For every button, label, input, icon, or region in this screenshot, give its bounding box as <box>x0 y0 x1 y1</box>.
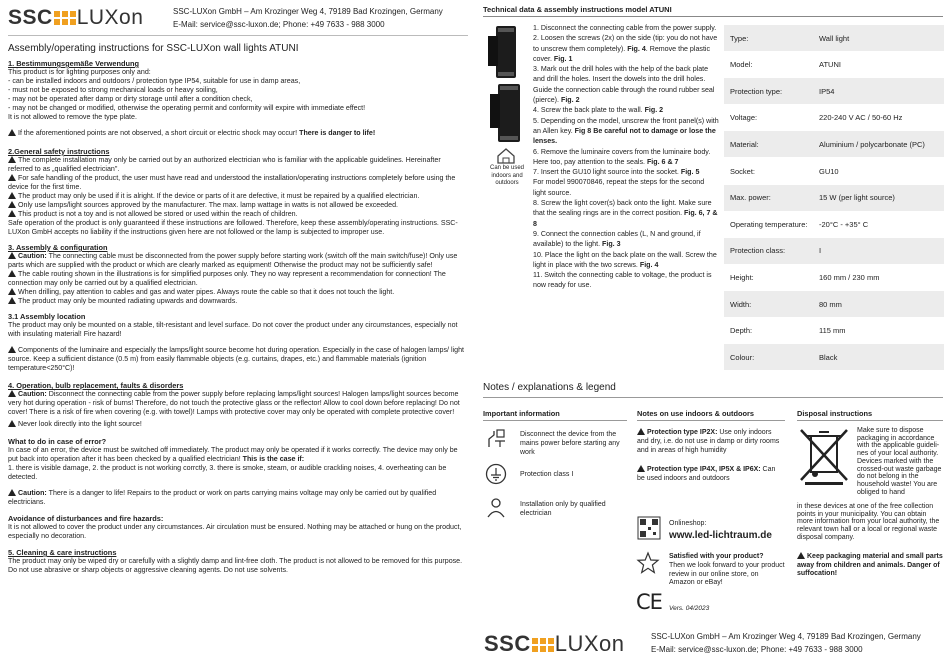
disposal-warning: Keep packaging material and small parts away from children and animals. Danger of suffocation! <box>797 553 943 578</box>
section-1-line: This product is for lighting purposes only and: <box>8 68 151 76</box>
assembly-step: 5. Depending on the model, unscrew the front panel(s) with an Allen key. Fig 8 Be careful not to damage or lose the lenses. <box>533 116 719 146</box>
section-3-line: When drilling, pay attention to cables and gas and water pipes. Always route the cable so that it does not touch the light. <box>8 288 466 297</box>
footer-address: SSC-LUXon GmbH – Am Krozinger Weg 4, 79189 Bad Krozingen, Germany <box>651 632 921 641</box>
tech-row <box>724 52 944 78</box>
assembly-step: 2. Loosen the screws (2x) on the side (tip: you do not have to unscrew them completely). Fig. 4. Remove the plastic cover. Fig. 1 <box>533 34 718 63</box>
section-3-line: The product may only be mounted radiating upwards and downwards. <box>8 297 466 306</box>
wall-light-single-image <box>486 24 526 80</box>
tech-value: 80 mm <box>819 299 842 309</box>
tech-value: 160 mm / 230 mm <box>819 272 880 282</box>
tech-key: Type: <box>730 33 749 43</box>
indoor-outdoor-caption: Can be used indoors and outdoors <box>489 165 525 186</box>
safety-instructions-body <box>8 59 466 575</box>
section-1-line: - may not be operated after damp or dirty storage until after a condition check, <box>8 95 253 103</box>
logo-grid-icon <box>54 11 76 25</box>
assembly-step: 7. Insert the GU10 light source into the socket. Fig. 5 <box>533 168 700 177</box>
section-3-line: The cable routing shown in the illustrations is for simplified purposes only. They no way represent a recommendation for connection! The connection may only be carried out by a qualified electrician. <box>8 270 446 287</box>
col-disposal-title: Disposal instructions <box>797 409 873 418</box>
section-4-caution: Caution: Disconnect the connecting cable from the power supply before replacing lamps/light sources! Halogen lamps/light sources become very hot during operation - risk of burns! Therefore, do not touch the protective glass or the reflector! Allow to cool down before replacing! Do not cover! There is a risk of fire when covering (e.g. with towel)! Lamps with protective cover may only be operated with complete protective cover! <box>8 390 460 416</box>
tech-key: Voltage: <box>730 113 758 123</box>
wall-light-double-image <box>486 82 526 144</box>
star-icon <box>636 551 660 575</box>
assembly-step: 11. Switch the connecting cable to voltage, the product is now ready for use. <box>533 271 712 290</box>
assembly-step: 1. Disconnect the connecting cable from the power supply. <box>533 24 717 32</box>
warning-icon <box>8 346 16 353</box>
tech-value: -20°C - +35° C <box>819 219 869 229</box>
section-3-title: 3. Assembly & configuration <box>8 243 108 252</box>
error-text: In case of an error, the device must be switched off immediately. The product may only be operated if it works correctly. The device may only be put back into operation after it has been checked by a qualified electrician! This is the case if: 1. there is visible damage, 2. the product is not working corrctly, 3. there is smoke, steam, or audible crackling noises, 4. overheating can be detected. <box>8 446 458 481</box>
tech-data-title: Technical data & assembly instructions model ATUNI <box>483 5 672 14</box>
caution-repairs: Caution: There is a danger to life! Repairs to the product or work on parts carrying mains voltage may only be carried out by qualified electricians. <box>8 489 437 506</box>
avoidance-text: It is not allowed to cover the product under any circumstances. Air circulation must be ensured. Nothing may be attached or hung on the product, especially no decoration. <box>8 523 462 540</box>
tech-key: Max. power: <box>730 193 771 203</box>
tech-row <box>724 211 944 237</box>
ip2x-note: Protection type IP2X: Use only indoors and dry, i.e. do not use in damp or dirty rooms and in areas of high humidity <box>637 429 780 454</box>
warning-icon <box>8 174 16 181</box>
section-2-line: Only use lamps/light sources approved by the manufacturer. The max. lamp wattage in watts is not allowed be exceeded. <box>8 201 466 210</box>
tech-row <box>724 185 944 211</box>
assembly-step: 10. Place the light on the back plate on the wall. Screw the light in place with the two screws. Fig. 4 <box>533 250 717 269</box>
disconnect-power-icon <box>485 427 507 449</box>
section-2-line: This product is not a toy and is not allowed be stored or used within the reach of children. <box>8 210 466 219</box>
assembly-step: 8. Screw the light cover(s) back onto the light. Make sure that the sealing rings are in the correct position. Fig. 6, 7 & 8 <box>533 199 718 228</box>
tech-row <box>724 264 944 290</box>
tech-key: Protection type: <box>730 86 783 96</box>
warning-icon <box>8 288 16 295</box>
footer-logo: SSC LUXon <box>484 631 625 656</box>
section-1-warning: If the aforementioned points are not observed, a short circuit or electric shock may occur! There is danger to life! <box>8 129 466 138</box>
company-contact: E-Mail: service@ssc-luxon.de; Phone: +49 7633 - 988 3000 <box>173 20 385 29</box>
tech-row <box>724 131 944 157</box>
version-label: Vers. 04/2023 <box>669 605 710 612</box>
section-2-line: Safe operation of the product is only guaranteed if these instructions are followed. Therefore, keep these assembly/operating instructions. SSC-LUXon GmbH accepts no liability if the instructions given here are not followed or the lamp is subjected to improper use. <box>8 219 458 236</box>
tech-key: Protection class: <box>730 246 786 256</box>
tech-row <box>724 25 944 51</box>
warning-icon <box>8 156 16 163</box>
avoidance-title: Avoidance of disturbances and fire hazards: <box>8 514 164 523</box>
assembly-step: For model 990070846, repeat the steps for the second light source. <box>533 178 705 197</box>
electrician-icon <box>485 496 507 518</box>
tech-value: 220-240 V AC / 50-60 Hz <box>819 113 903 123</box>
section-3-1-title: 3.1 Assembly location <box>8 312 86 321</box>
company-address: SSC-LUXon GmbH – Am Krozinger Weg 4, 79189 Bad Krozingen, Germany <box>173 7 443 16</box>
warning-icon <box>8 210 16 217</box>
tech-row <box>724 78 944 104</box>
tech-key: Model: <box>730 60 753 70</box>
section-2-title: 2.General safety instructions <box>8 147 110 156</box>
important-item-3: Installation only by qualified electrician <box>520 501 606 517</box>
disposal-text-2: in these devices at one of the free collection points in your municipality. You can obtain more information from your local authority, the relevant town hall or a local or regional waste disposal company. <box>797 503 940 541</box>
document-title: Assembly/operating instructions for SSC-LUXon wall lights ATUNI <box>8 43 299 54</box>
assembly-step: 3. Mark out the drill holes with the help of the back plate and drill the holes. Insert the dowels into the drill holes. Guide the connection cable through the round rubber seal (pierce). Fig. 2 <box>533 65 715 105</box>
warning-icon <box>8 201 16 208</box>
tech-key: Depth: <box>730 326 753 336</box>
tech-key: Socket: <box>730 166 756 176</box>
notes-title: Notes / explanations & legend <box>483 382 616 393</box>
section-2-line: The product may only be used if it is alright. If the device or parts of it are defective, it must be repaired by a qualified electrician. <box>8 192 466 201</box>
tech-key: Operating temperature: <box>730 219 808 229</box>
warning-icon <box>8 390 16 397</box>
section-3-caution: Caution: The connecting cable must be disconnected from the power supply before starting work (switch off the main switch/fuse)! Only use parts which are supplied with the product or which are clearly marked as equipment! Otherwise the product may not be sufficiently safe! <box>8 252 458 269</box>
tech-row <box>724 105 944 131</box>
onlineshop-label: Onlineshop: <box>669 520 707 527</box>
assembly-step: 9. Connect the connection cables (L, N and ground, if available) to the light. Fig. 3 <box>533 229 701 249</box>
warning-icon <box>8 252 16 259</box>
tech-row <box>724 158 944 184</box>
company-logo: SSC LUXon <box>8 6 144 29</box>
error-title: What to do in case of error? <box>8 437 107 446</box>
section-5-title: 5. Cleaning & care instructions <box>8 548 117 557</box>
tech-value: 115 mm <box>819 326 846 336</box>
warning-icon <box>637 465 645 472</box>
warning-icon <box>637 428 645 435</box>
ip4x-note: Protection type IP4X, IP5X & IP6X: Can be used indoors and outdoors <box>637 466 776 482</box>
tech-row <box>724 318 944 344</box>
tech-row <box>724 344 944 370</box>
section-4-warning: Never look directly into the light source! <box>8 420 466 429</box>
disposal-text-1: Make sure to dispose packaging in accordance with the applicable guideli-nes of your local authority. Devices marked with the crossed-out waste garbage do not belong in the household waste! You are obliged to hand <box>857 427 942 496</box>
tech-key: Material: <box>730 139 759 149</box>
warning-icon <box>8 420 16 427</box>
warning-icon <box>797 552 805 559</box>
section-1-line: - can be installed indoors and outdoors / protection type IP54, suitable for use in damp areas, <box>8 77 301 85</box>
warning-icon <box>8 270 16 277</box>
section-1-line: - must not be exposed to strong mechanical loads or heavy soiling, <box>8 86 218 94</box>
assembly-step: 6. Remove the luminaire covers from the luminaire body. Here too, pay attention to the seals. Fig. 6 & 7 <box>533 147 711 166</box>
tech-value: Black <box>819 352 838 362</box>
assembly-steps <box>533 23 719 291</box>
section-1-line: It is not allowed to remove the type plate. <box>8 113 137 121</box>
logo-grid-icon <box>532 638 554 652</box>
tech-row <box>724 238 944 264</box>
warning-icon <box>8 192 16 199</box>
crossed-bin-icon <box>797 426 851 486</box>
section-5-text: The product may only be wiped dry or carefully with a slightly damp and lint-free cloth. The product is not allowed to be removed for this purpose. Do not use abrasive or sharp objects or aggressive cleaning agents. Do not use solvents. <box>8 557 463 574</box>
tech-value: Aluminium / polycarbonate (PC) <box>819 139 925 149</box>
section-4-title: 4. Operation, bulb replacement, faults & disorders <box>8 381 184 390</box>
warning-icon <box>8 129 16 136</box>
section-1-line: - may not be changed or modified, otherwise the operating permit and conformity will expire with immediate effect! <box>8 104 366 112</box>
ce-mark: CE <box>636 590 662 614</box>
tech-key: Colour: <box>730 352 755 362</box>
important-item-1: Disconnect the device from the mains power before starting any work <box>520 431 620 456</box>
footer-contact: E-Mail: service@ssc-luxon.de; Phone: +49 7633 - 988 3000 <box>651 645 863 654</box>
warning-icon <box>8 297 16 304</box>
warning-icon <box>8 489 16 496</box>
section-2-line: For safe handling of the product, the user must have read and understood the installation/operating instructions completely before using the device for the first time. <box>8 174 456 191</box>
tech-row <box>724 291 944 317</box>
important-item-2: Protection class I <box>520 471 574 478</box>
tech-value: ATUNI <box>819 60 841 70</box>
satisfied-text: Then we look forward to your product review in our online store, on Amazon or eBay! <box>669 562 785 587</box>
onlineshop-link[interactable]: www.led-lichtraum.de <box>669 530 772 541</box>
col-indoor-title: Notes on use indoors & outdoors <box>637 409 755 418</box>
tech-value: 15 W (per light source) <box>819 193 895 203</box>
tech-value: Wall light <box>819 33 850 43</box>
section-1-title: 1. Bestimmungsgemäße Verwendung <box>8 59 140 68</box>
assembly-step: 4. Screw the back plate to the wall. Fig. 2 <box>533 106 664 115</box>
tech-key: Width: <box>730 299 752 309</box>
satisfied-title: Satisfied with your product? <box>669 553 764 560</box>
section-2-line: The complete installation may only be carried out by an authorized electrician who is familiar with the applicable guidelines. Hereinafter referred to as „qualified electrician". <box>8 156 441 173</box>
col-important-title: Important information <box>483 409 560 418</box>
protection-class-1-icon <box>485 463 507 485</box>
tech-value: I <box>819 246 822 256</box>
section-3-1-warning: Components of the luminaire and especially the lamps/light source become hot during operation. Especially in the case of halogen lamps/ light source. Keep a sufficient distance (0.5 m) from easily flammable objects (e.g. curtains, drapes, etc.) and flammable materials (ignition temperature<250°C)! <box>8 346 464 372</box>
qr-code-icon <box>637 516 661 540</box>
tech-value: GU10 <box>819 166 839 176</box>
tech-key: Height: <box>730 272 754 282</box>
tech-value: IP54 <box>819 86 835 96</box>
indoor-outdoor-house-icon <box>496 147 516 165</box>
section-3-1-text: The product may only be mounted on a stable, tilt-resistant and level surface. Do not cover the product under any circumstances, especially not with insulating material! Fire hazard! <box>8 321 458 338</box>
